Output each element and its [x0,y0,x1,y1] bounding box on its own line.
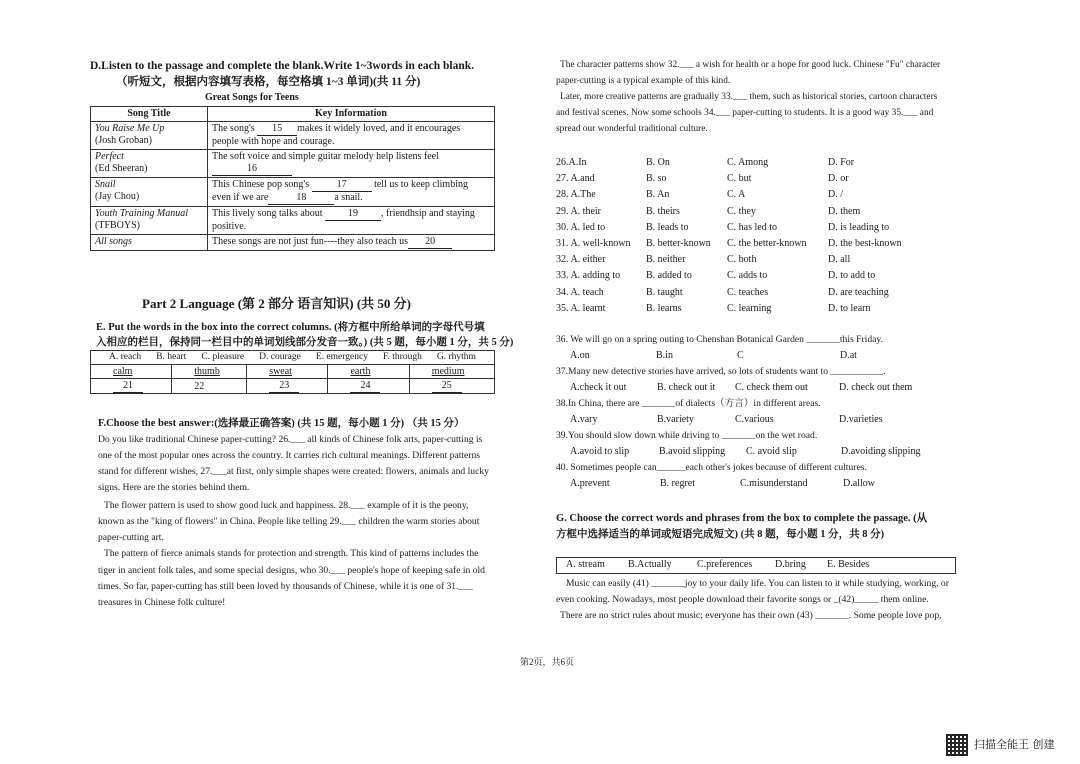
choice-option[interactable]: 29. A. their [556,205,601,217]
paragraph-line: paper-cutting is a typical example of this kind. [556,76,731,86]
box-option: D.bring [775,559,806,570]
paragraph-line: tiger in ancient folk tales, and some special designs, who 30.___ people's hope of keeping safe in old [98,565,485,576]
choice-option[interactable]: B. An [646,189,670,201]
box-option: A. stream [566,559,605,570]
section-e-title: E. Put the words in the box into the correct columns. (将方框中所给单词的字母代号填 [96,322,485,333]
choice-option[interactable]: C. adds to [727,270,768,282]
answer-blank-25[interactable]: 25 [432,379,462,393]
answer-blank-21[interactable]: 21 [113,379,143,393]
option[interactable]: C.misunderstand [740,478,808,489]
choice-option[interactable]: D. / [828,189,843,201]
choice-option[interactable]: D. them [828,205,861,217]
choice-option[interactable]: 28. A.The [556,189,596,201]
key-info-text: The song's [212,123,255,134]
choice-option[interactable]: C. learning [727,302,772,314]
table-row [91,150,495,178]
section-d-subtitle: （听短文，根据内容填写表格，每空格填 1~3 单词)(共 11 分) [116,76,421,88]
song-artist: (TFBOYS) [95,220,141,231]
choice-option[interactable]: D. or [828,173,849,185]
option[interactable]: B. regret [660,478,695,489]
choice-option[interactable]: C. Among [727,157,769,168]
column-word: thumb [194,366,220,377]
choice-option[interactable]: C. A [727,189,746,201]
choice-option[interactable]: B. better-known [646,238,711,249]
option[interactable]: B.avoid slipping [659,446,726,457]
section-g-title: G. Choose the correct words and phrases from the box to complete the passage. (从 [556,513,928,524]
box-option: B.Actually [628,559,672,570]
column-word: calm [113,366,133,377]
choice-option[interactable]: C. teaches [727,286,769,298]
choice-option[interactable]: C. both [727,254,757,266]
option[interactable]: C. check them out [735,382,808,393]
option[interactable]: C.various [735,414,774,425]
paragraph-line: The pattern of fierce animals stands for protection and strength. This kind of patterns includes the [104,548,479,559]
key-info-text: These songs are not just fun----they also teach us [212,236,409,247]
songs-table [90,106,495,251]
word-option-a: A. reach [109,352,142,362]
paragraph-line: Do you like traditional Chinese paper-cutting? 26.___ all kinds of Chinese folk arts, paper-cutting is [98,434,483,445]
option[interactable]: B. check out it [657,382,716,393]
column-word: sweat [269,366,292,377]
key-info-text: , friendhsip and staying [381,208,475,219]
song-artist: (Ed Sheeran) [95,163,148,174]
song-title: You Raise Me Up [95,123,165,134]
blank-20[interactable]: 20 [408,236,452,249]
word-option-c: C. pleasure [201,352,245,362]
song-title: All songs [95,236,132,247]
option[interactable]: A.vary [570,414,598,425]
choice-option[interactable]: D. to add to [828,270,876,282]
words-table [90,350,495,394]
key-info-text: The soft voice and simple guitar melody help listens feel [212,151,439,162]
answer-blank-22[interactable]: 22 [194,380,205,392]
choice-option[interactable]: B. added to [646,270,692,282]
option[interactable]: B.in [656,350,673,361]
col-header-song-title: Song Title [91,107,208,122]
choice-option[interactable]: D. For [828,157,855,168]
option[interactable]: D.at [840,350,857,361]
song-artist: (Jay Chou) [95,191,140,202]
question-36: 36. We will go on a spring outing to Chenshan Botanical Garden _______this Friday. [556,334,883,345]
box-option: E. Besides [827,559,870,570]
paragraph-line: even cooking. Nowadays, most people download their favorite songs or _(42)_____ them online. [556,594,929,605]
word-box [556,557,956,574]
part2-title: Part 2 Language (第 2 部分 语言知识) (共 50 分) [142,296,412,311]
blank-16[interactable]: 16 [212,163,292,176]
scanner-watermark: 扫描全能王 创建 [974,738,1055,751]
key-info-text: people with hope and courage. [212,136,335,147]
section-d-title: D.Listen to the passage and complete the blank.Write 1~3words in each blank. [90,60,475,72]
choice-option[interactable]: C. but [727,173,752,185]
section-e-title-cont: 入相应的栏目，保持同一栏目中的单词划线部分发音一致。) (共 5 题，每小题 1 分，共 5 分) [96,337,514,348]
blank-15[interactable]: 15 [257,123,297,136]
option[interactable]: A.check it out [570,382,627,393]
choice-option[interactable]: C. the better-known [727,238,807,249]
paragraph-line: spread our wonderful traditional culture. [556,124,708,134]
option[interactable]: D.avoiding slipping [841,446,921,457]
question-39: 39.You should slow down while driving to _______on the wet road. [556,430,818,441]
choice-option[interactable]: 33. A. adding to [556,270,621,282]
key-info-text: a snail. [334,192,363,203]
paragraph-line: Music can easily (41) _______joy to your daily life. You can listen to it while studying, working, or [566,578,949,589]
key-info-text: tell us to keep climbing [374,179,468,190]
option[interactable]: C. avoid slip [746,446,797,457]
song-artist: (Josh Groban) [95,135,152,146]
paragraph-line: signs. Here are the stories behind them. [98,482,250,493]
box-option: C.preferences [697,559,753,570]
section-f-title: F.Choose the best answer:(选择最正确答案) (共 15 题，每小题 1 分) （共 15 分） [98,418,465,429]
question-38: 38.In China, there are _______of dialects（方言）in different areas. [556,398,821,409]
col-header-key-info: Key Information [208,107,495,122]
qr-code-icon [946,734,968,756]
choice-option[interactable]: D. the best-known [828,238,902,249]
key-info-text: positive. [212,221,247,232]
blank-18[interactable]: 18 [268,192,334,205]
word-option-d: D. courage [259,352,301,362]
paragraph-line: times. So far, paper-cutting has still been loved by thousands of Chinese, while it is one of 31.___ [98,581,473,592]
song-title: Youth Training Manual [95,208,188,219]
choice-option[interactable]: 30. A. led to [556,221,606,233]
choice-option[interactable]: C. has led to [727,221,777,233]
column-word: earth [350,366,371,377]
choice-option[interactable]: D. is leading to [828,221,890,233]
song-title: Snail [95,179,116,190]
key-info-text: This Chinese pop song's [212,179,310,190]
choice-option[interactable]: 35. A. learnt [556,302,606,314]
blank-19[interactable]: 19 [325,208,381,221]
song-title: Perfect [95,151,124,162]
choice-option[interactable]: B. theirs [646,205,680,217]
word-option-f: F. through [383,352,422,362]
paragraph-line: There are no strict rules about music; everyone has their own (43) _______. Some people love pop, [560,610,942,621]
word-option-e: E. emergency [315,352,368,362]
choice-option[interactable]: 32. A. either [556,254,606,266]
option[interactable]: A.on [570,350,590,361]
choice-option[interactable]: 27. A.and [556,173,595,185]
choice-option[interactable]: D. all [828,254,851,266]
option[interactable]: B.variety [657,414,694,425]
choice-option[interactable]: B. leads to [646,221,689,233]
paragraph-line: treasures in Chinese folk culture! [98,597,226,608]
choice-option[interactable]: B. neither [646,254,686,266]
choice-option[interactable]: 34. A. teach [556,286,604,298]
table-row [91,178,495,207]
question-40: 40. Sometimes people can______each other's jokes because of different cultures. [556,462,867,473]
paragraph-line: The flower pattern is used to show good luck and happiness. 28.___ example of it is the peony, [104,500,469,511]
choice-option[interactable]: 26.A.In [556,157,587,168]
choice-option[interactable]: C. they [727,205,756,217]
table-row [91,207,495,235]
option[interactable]: D.allow [843,478,875,489]
key-info-text: This lively song talks about [212,208,323,219]
table-row [91,122,495,150]
table-row [91,235,495,251]
paragraph-line: paper-cutting art. [98,532,164,543]
choice-option[interactable]: D. to learn [828,302,871,314]
paragraph-line: stand for different wishes, 27.___at first, only simple shapes were created: flowers, animals and lucky [98,466,489,477]
word-option-g: G. rhythm [436,352,476,362]
choice-option[interactable]: B. so [646,173,667,185]
page-number: 第2页，共6页 [520,657,575,667]
paragraph-line: Later, more creative patterns are gradually 33.___ them, such as historical stories, cartoon characters [560,92,938,102]
option[interactable]: A.prevent [570,478,610,489]
column-word: medium [431,366,465,377]
paragraph-line: one of the most popular ones across the country. It carries rich cultural meanings. Different patterns [98,450,481,461]
key-info-text: even if we are [212,192,269,203]
option[interactable]: A.avoid to slip [570,446,630,457]
paragraph-line: The character patterns show 32.___ a wish for health or a hope for good luck. Chinese "Fu" character [560,60,941,70]
songs-table-title: Great Songs for Teens [205,92,299,103]
choice-option[interactable]: B. learns [646,302,682,314]
answer-blank-24[interactable]: 24 [350,379,380,393]
choice-option[interactable]: B. taught [646,286,683,298]
key-info-text: makes it widely loved, and it encourages [297,123,461,134]
paragraph-line: and festival scenes. Now some schools 34.___ paper-cutting to students. It is a good way 35.___ and [556,108,934,118]
option[interactable]: C [737,350,744,361]
question-37: 37.Many new detective stories have arrived, so lots of students want to ___________. [556,366,886,377]
blank-17[interactable]: 17 [312,179,372,192]
option[interactable]: D.varieties [839,414,883,425]
choice-option[interactable]: D. are teaching [828,286,889,298]
paragraph-line: known as the "king of flowers" in China. People like telling 29.___ children the warm stories about [98,516,480,527]
option[interactable]: D. check out them [839,382,913,393]
answer-blank-23[interactable]: 23 [269,379,299,393]
word-option-b: B. heart [156,352,187,362]
section-g-title-cont: 方框中选择适当的单词或短语完成短文) (共 8 题，每小题 1 分，共 8 分) [556,529,885,540]
choice-option[interactable]: 31. A. well-known [556,238,631,249]
choice-option[interactable]: B. On [646,157,670,168]
